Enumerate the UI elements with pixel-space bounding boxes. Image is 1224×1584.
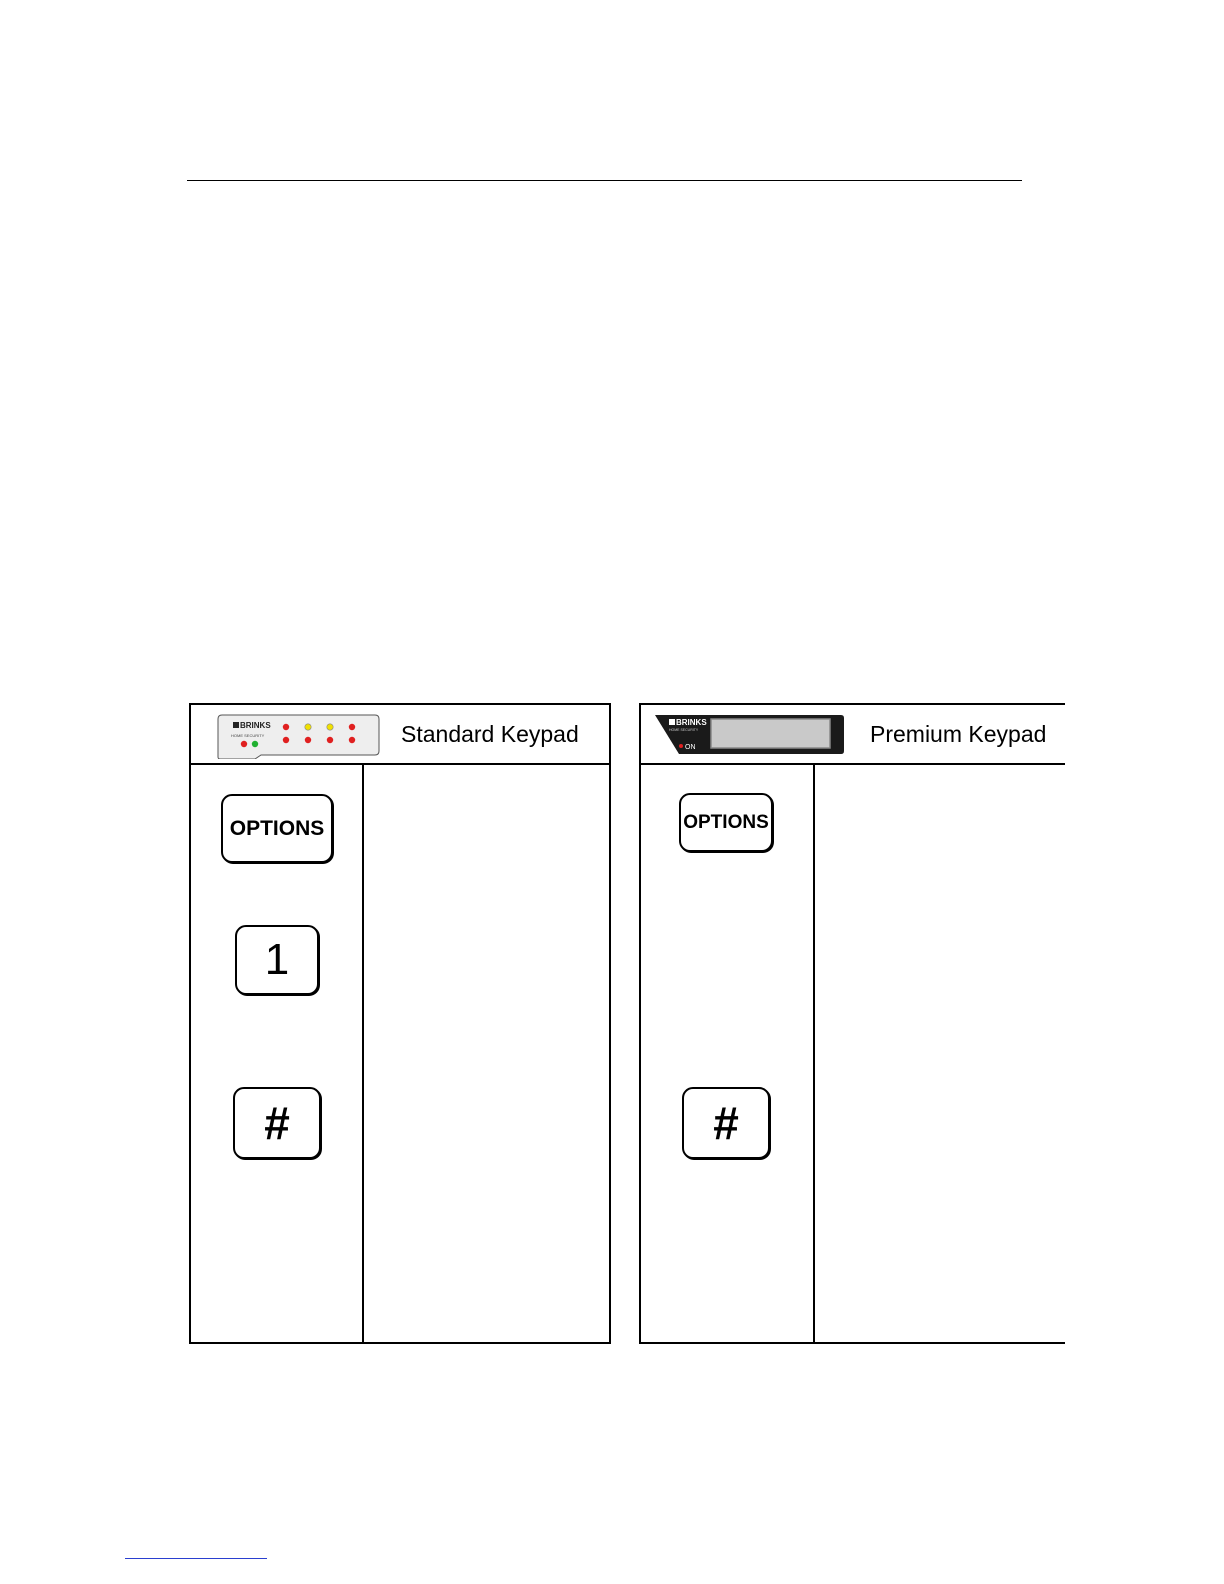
standard-keypad-header [191,705,609,765]
svg-text:ON: ON [685,744,696,751]
premium-keypad-header [641,705,1065,765]
premium-keypad-title: Premium Keypad [870,721,1047,747]
premium-keypad-device-icon [653,713,845,755]
column-divider [362,765,364,1342]
column-divider [813,765,815,1342]
hash-key: # [233,1087,321,1159]
options-key: OPTIONS [679,793,773,852]
one-key: 1 [235,925,319,995]
standard-keypad-device-icon [215,713,381,759]
standard-keypad-title: Standard Keypad [401,721,579,747]
footnote-rule [125,1558,267,1559]
standard-keypad-panel [189,703,611,1344]
options-key: OPTIONS [221,794,333,863]
svg-text:BRINKS: BRINKS [676,718,707,727]
svg-text:HOME SECURITY: HOME SECURITY [669,728,699,732]
premium-keypad-panel [639,703,1065,1344]
svg-text:HOME SECURITY: HOME SECURITY [231,733,265,738]
hash-key: # [682,1087,770,1159]
header-rule [187,180,1022,181]
svg-text:BRINKS: BRINKS [240,721,271,730]
